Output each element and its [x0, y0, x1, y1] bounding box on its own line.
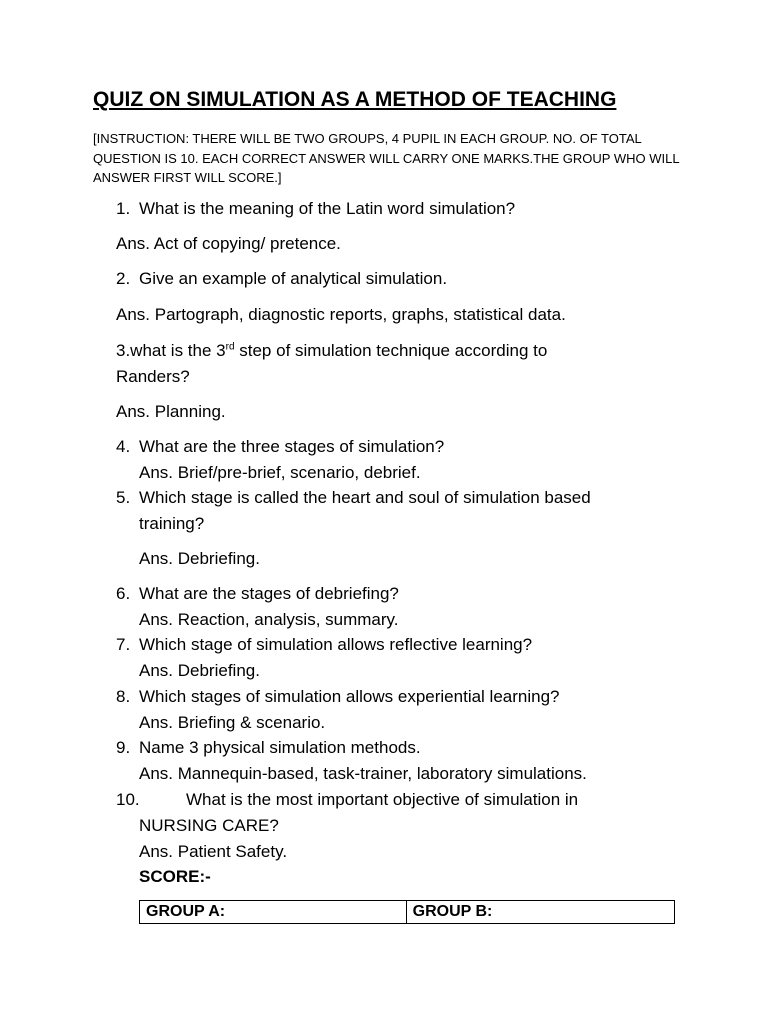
question-2-number: 2. [116, 269, 131, 288]
answer-2: Ans. Partograph, diagnostic reports, graphs, statistical data. [116, 305, 566, 324]
question-9-text: Name 3 physical simulation methods. [139, 738, 421, 757]
answer-1: Ans. Act of copying/ pretence. [116, 234, 341, 253]
score-label: SCORE:- [139, 867, 211, 886]
question-10-line2: NURSING CARE? [139, 816, 279, 835]
answer-4: Ans. Brief/pre-brief, scenario, debrief. [139, 463, 421, 482]
answer-10: Ans. Patient Safety. [139, 842, 288, 861]
question-4-number: 4. [116, 437, 131, 456]
question-3-pre: 3.what is the 3 [116, 341, 226, 360]
answer-8: Ans. Briefing & scenario. [139, 713, 326, 732]
question-6-number: 6. [116, 584, 131, 603]
answer-6: Ans. Reaction, analysis, summary. [139, 610, 399, 629]
page-title: QUIZ ON SIMULATION AS A METHOD OF TEACHING [93, 88, 617, 111]
question-2-text: Give an example of analytical simulation. [139, 269, 448, 288]
group-a-cell: GROUP A: [140, 901, 407, 924]
question-8-text: Which stages of simulation allows experiential learning? [139, 687, 560, 706]
answer-5: Ans. Debriefing. [139, 549, 260, 568]
score-table [139, 900, 675, 924]
question-3-line2: Randers? [116, 367, 190, 386]
question-1-text: What is the meaning of the Latin word simulation? [139, 199, 516, 218]
question-3-superscript: rd [225, 341, 235, 353]
question-5-number: 5. [116, 488, 131, 507]
instruction-text: [INSTRUCTION: THERE WILL BE TWO GROUPS, 4 PUPIL IN EACH GROUP. NO. OF TOTAL QUESTION IS 10. EACH CORRECT ANSWER WILL CARRY ONE MARKS.THE GROUP WHO WILL ANSWER FIRST WILL SCORE.] [93, 131, 680, 185]
question-3-text [116, 340, 547, 362]
table-row [140, 901, 675, 924]
question-3-post: step of simulation technique according to [234, 341, 548, 360]
question-5-line2: training? [139, 514, 205, 533]
answer-7: Ans. Debriefing. [139, 661, 260, 680]
question-7-number: 7. [116, 635, 131, 654]
answer-3: Ans. Planning. [116, 402, 226, 421]
question-7-text: Which stage of simulation allows reflective learning? [139, 635, 533, 654]
question-1-number: 1. [116, 199, 131, 218]
answer-9: Ans. Mannequin-based, task-trainer, laboratory simulations. [139, 764, 587, 783]
group-b-cell: GROUP B: [406, 901, 674, 924]
question-4-text: What are the three stages of simulation? [139, 437, 445, 456]
question-6-text: What are the stages of debriefing? [139, 584, 399, 603]
question-8-number: 8. [116, 687, 131, 706]
question-5-text: Which stage is called the heart and soul of simulation based [139, 488, 591, 507]
question-9-number: 9. [116, 738, 131, 757]
question-10-text: What is the most important objective of simulation in [186, 790, 579, 809]
question-10-number: 10. [116, 790, 140, 809]
